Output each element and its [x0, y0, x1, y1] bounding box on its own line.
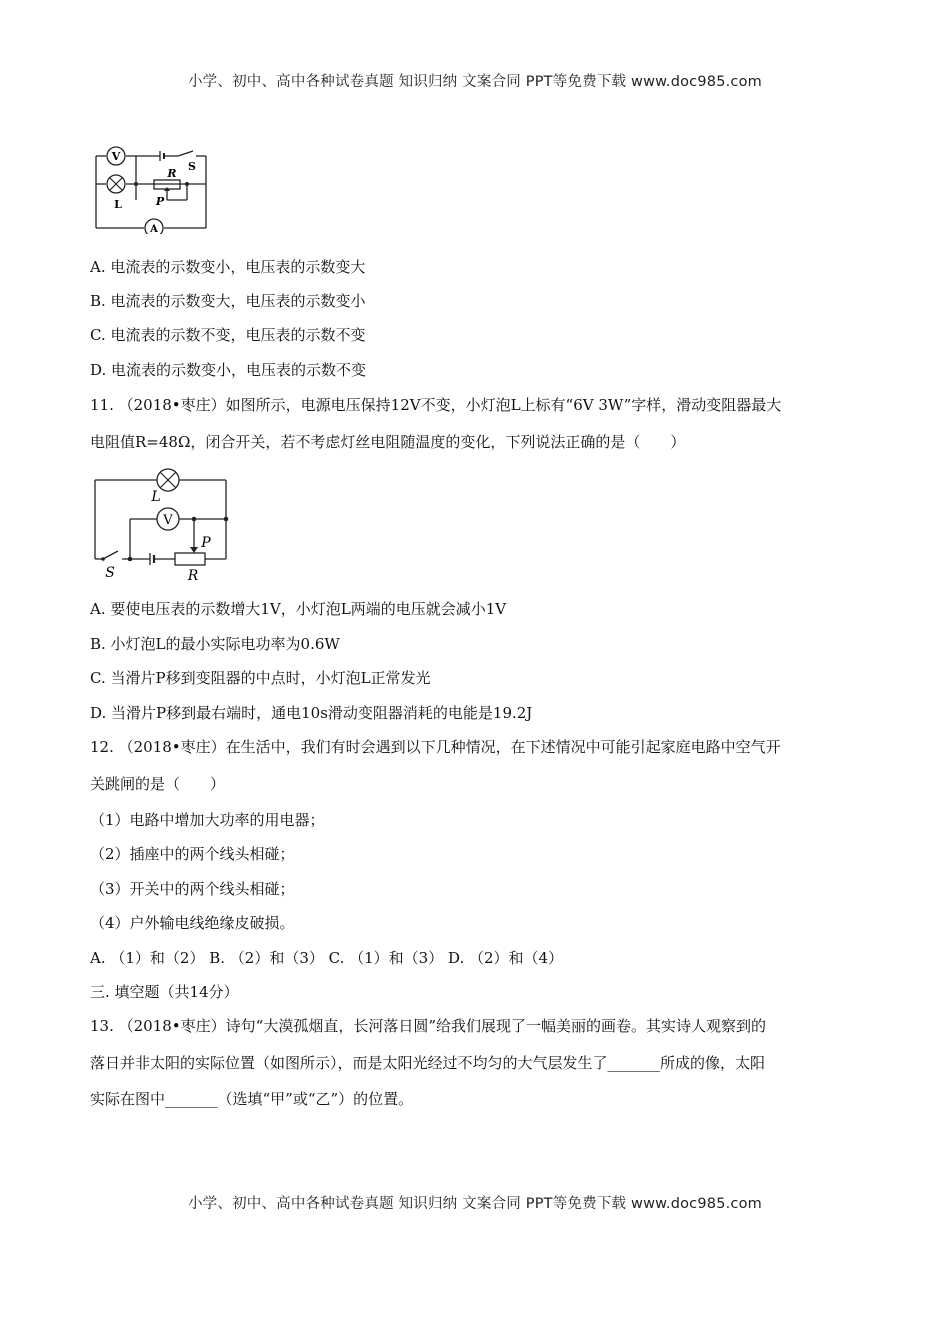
q13-line3: 实际在图中_______（选填“甲”或“乙”）的位置。: [90, 1090, 414, 1108]
page-footer: 小学、初中、高中各种试卷真题 知识归纳 文案合同 PPT等免费下载 www.doc985.com: [187, 1196, 763, 1212]
q12-item-4: （4）户外输电线绝缘皮破损。: [90, 914, 295, 932]
q11-option-c: C. 当滑片P移到变阻器的中点时，小灯泡L正常发光: [90, 669, 431, 687]
q11-circuit-diagram: [90, 463, 235, 583]
q11-stem-line2: 电阻值R=48Ω，闭合开关，若不考虑灯丝电阻随温度的变化，下列说法正确的是（ ）: [90, 433, 686, 451]
q12-stem-line1: 12. （2018•枣庄）在生活中，我们有时会遇到以下几种情况，在下述情况中可能引起家庭电路中空气开: [90, 738, 781, 756]
resistor-label: R: [167, 167, 177, 180]
switch-label: S: [188, 160, 196, 173]
q11-option-a: A. 要使电压表的示数增大1V，小灯泡L两端的电压就会减小1V: [90, 600, 507, 618]
q10-option-b: B. 电流表的示数变大，电压表的示数变小: [90, 292, 366, 310]
q12-options: A. （1）和（2） B. （2）和（3） C. （1）和（3） D. （2）和（4）: [90, 949, 564, 967]
lamp-label: L: [151, 489, 161, 505]
voltmeter-label: V: [163, 513, 173, 528]
q10-circuit-diagram: [92, 142, 212, 234]
section-title: 三. 填空题（共14分）: [90, 983, 239, 1001]
voltmeter-label: V: [111, 150, 121, 163]
q12-item-3: （3）开关中的两个线头相碰；: [90, 880, 295, 898]
q13-line1: 13. （2018•枣庄）诗句“大漠孤烟直，长河落日圆”给我们展现了一幅美丽的画卷。其实诗人观察到的: [90, 1017, 766, 1035]
q12-item-2: （2）插座中的两个线头相碰；: [90, 845, 295, 863]
q10-option-c: C. 电流表的示数不变，电压表的示数不变: [90, 326, 366, 344]
page-header: 小学、初中、高中各种试卷真题 知识归纳 文案合同 PPT等免费下载 www.doc985.com: [187, 74, 763, 90]
lamp-label: L: [114, 198, 122, 211]
q12-stem-line2: 关跳闸的是（ ）: [90, 775, 226, 793]
q11-option-b: B. 小灯泡L的最小实际电功率为0.6W: [90, 635, 340, 653]
q10-option-d: D. 电流表的示数变小，电压表的示数不变: [90, 361, 367, 379]
q12-item-1: （1）电路中增加大功率的用电器；: [90, 811, 325, 829]
slider-label: P: [155, 195, 165, 208]
q10-option-a: A. 电流表的示数变小，电压表的示数变大: [90, 258, 366, 276]
slider-label: P: [201, 535, 211, 551]
q11-option-d: D. 当滑片P移到最右端时，通电10s滑动变阻器消耗的电能是19.2J: [90, 704, 533, 722]
q13-line2: 落日并非太阳的实际位置（如图所示），而是太阳光经过不均匀的大气层发生了_______所成的像，太阳: [90, 1054, 766, 1072]
q11-stem-line1: 11. （2018•枣庄）如图所示，电源电压保持12V不变，小灯泡L上标有“6V 3W”字样，滑动变阻器最大: [90, 396, 782, 414]
resistor-label: R: [187, 568, 199, 583]
switch-label: S: [105, 565, 115, 581]
ammeter-label: A: [150, 224, 158, 234]
